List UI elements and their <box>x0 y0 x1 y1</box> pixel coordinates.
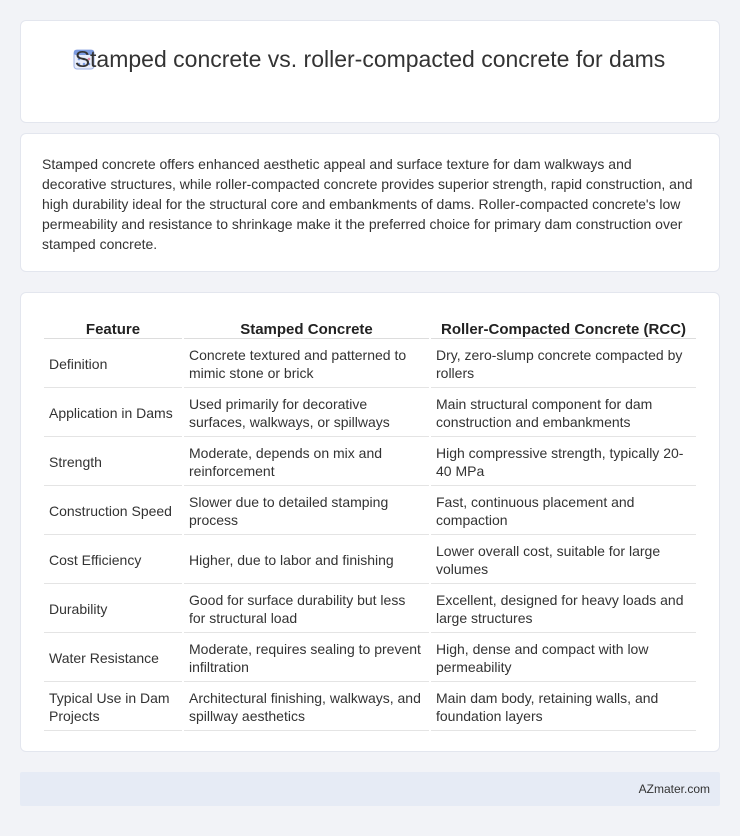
footer-brand-link[interactable]: AZmater.com <box>638 782 710 796</box>
rcc-cell: Lower overall cost, suitable for large volumes <box>431 537 696 584</box>
header-rcc: Roller-Compacted Concrete (RCC) <box>431 317 696 339</box>
rcc-cell: High, dense and compact with low permeability <box>431 635 696 682</box>
feature-cell: Construction Speed <box>44 488 182 535</box>
table-row <box>44 537 696 584</box>
rcc-cell: Fast, continuous placement and compaction <box>431 488 696 535</box>
stamped-cell: Moderate, requires sealing to prevent infiltration <box>184 635 429 682</box>
header-stamped: Stamped Concrete <box>184 317 429 339</box>
table-row <box>44 341 696 388</box>
rcc-cell: Main structural component for dam construction and embankments <box>431 390 696 437</box>
comparison-card <box>20 292 720 752</box>
stamped-cell: Slower due to detailed stamping process <box>184 488 429 535</box>
header-feature: Feature <box>44 317 182 339</box>
summary-text: Stamped concrete offers enhanced aesthetic appeal and surface texture for dam walkways and decorative structures, while roller-compacted concrete provides superior strength, rapid construction, and high durability ideal for the structural core and embankments of dams. Roller-compacted concrete's low permeability and resistance to shrinkage make it the preferred choice for primary dam construction over stamped concrete. <box>42 156 693 252</box>
stamped-cell: Used primarily for decorative surfaces, walkways, or spillways <box>184 390 429 437</box>
rcc-cell: Dry, zero-slump concrete compacted by rollers <box>431 341 696 388</box>
feature-cell: Water Resistance <box>44 635 182 682</box>
footer <box>20 772 720 806</box>
comparison-table <box>42 315 698 733</box>
stamped-cell: Good for surface durability but less for structural load <box>184 586 429 633</box>
table-row <box>44 586 696 633</box>
rcc-cell: High compressive strength, typically 20-40 MPa <box>431 439 696 486</box>
stamped-cell: Architectural finishing, walkways, and spillway aesthetics <box>184 684 429 731</box>
feature-cell: Cost Efficiency <box>44 537 182 584</box>
table-header-row <box>44 317 696 339</box>
title-card <box>20 20 720 123</box>
table-row <box>44 488 696 535</box>
rcc-cell: Main dam body, retaining walls, and foundation layers <box>431 684 696 731</box>
stamped-cell: Higher, due to labor and finishing <box>184 537 429 584</box>
stamped-cell: Moderate, depends on mix and reinforcement <box>184 439 429 486</box>
page-title: Stamped concrete vs. roller-compacted concrete for dams <box>74 46 666 72</box>
table-row <box>44 390 696 437</box>
rcc-cell: Excellent, designed for heavy loads and large structures <box>431 586 696 633</box>
feature-cell: Strength <box>44 439 182 486</box>
stamped-cell: Concrete textured and patterned to mimic stone or brick <box>184 341 429 388</box>
feature-cell: Typical Use in Dam Projects <box>44 684 182 731</box>
feature-cell: Definition <box>44 341 182 388</box>
summary-card <box>20 133 720 272</box>
feature-cell: Application in Dams <box>44 390 182 437</box>
table-row <box>44 684 696 731</box>
feature-cell: Durability <box>44 586 182 633</box>
table-row <box>44 439 696 486</box>
table-row <box>44 635 696 682</box>
